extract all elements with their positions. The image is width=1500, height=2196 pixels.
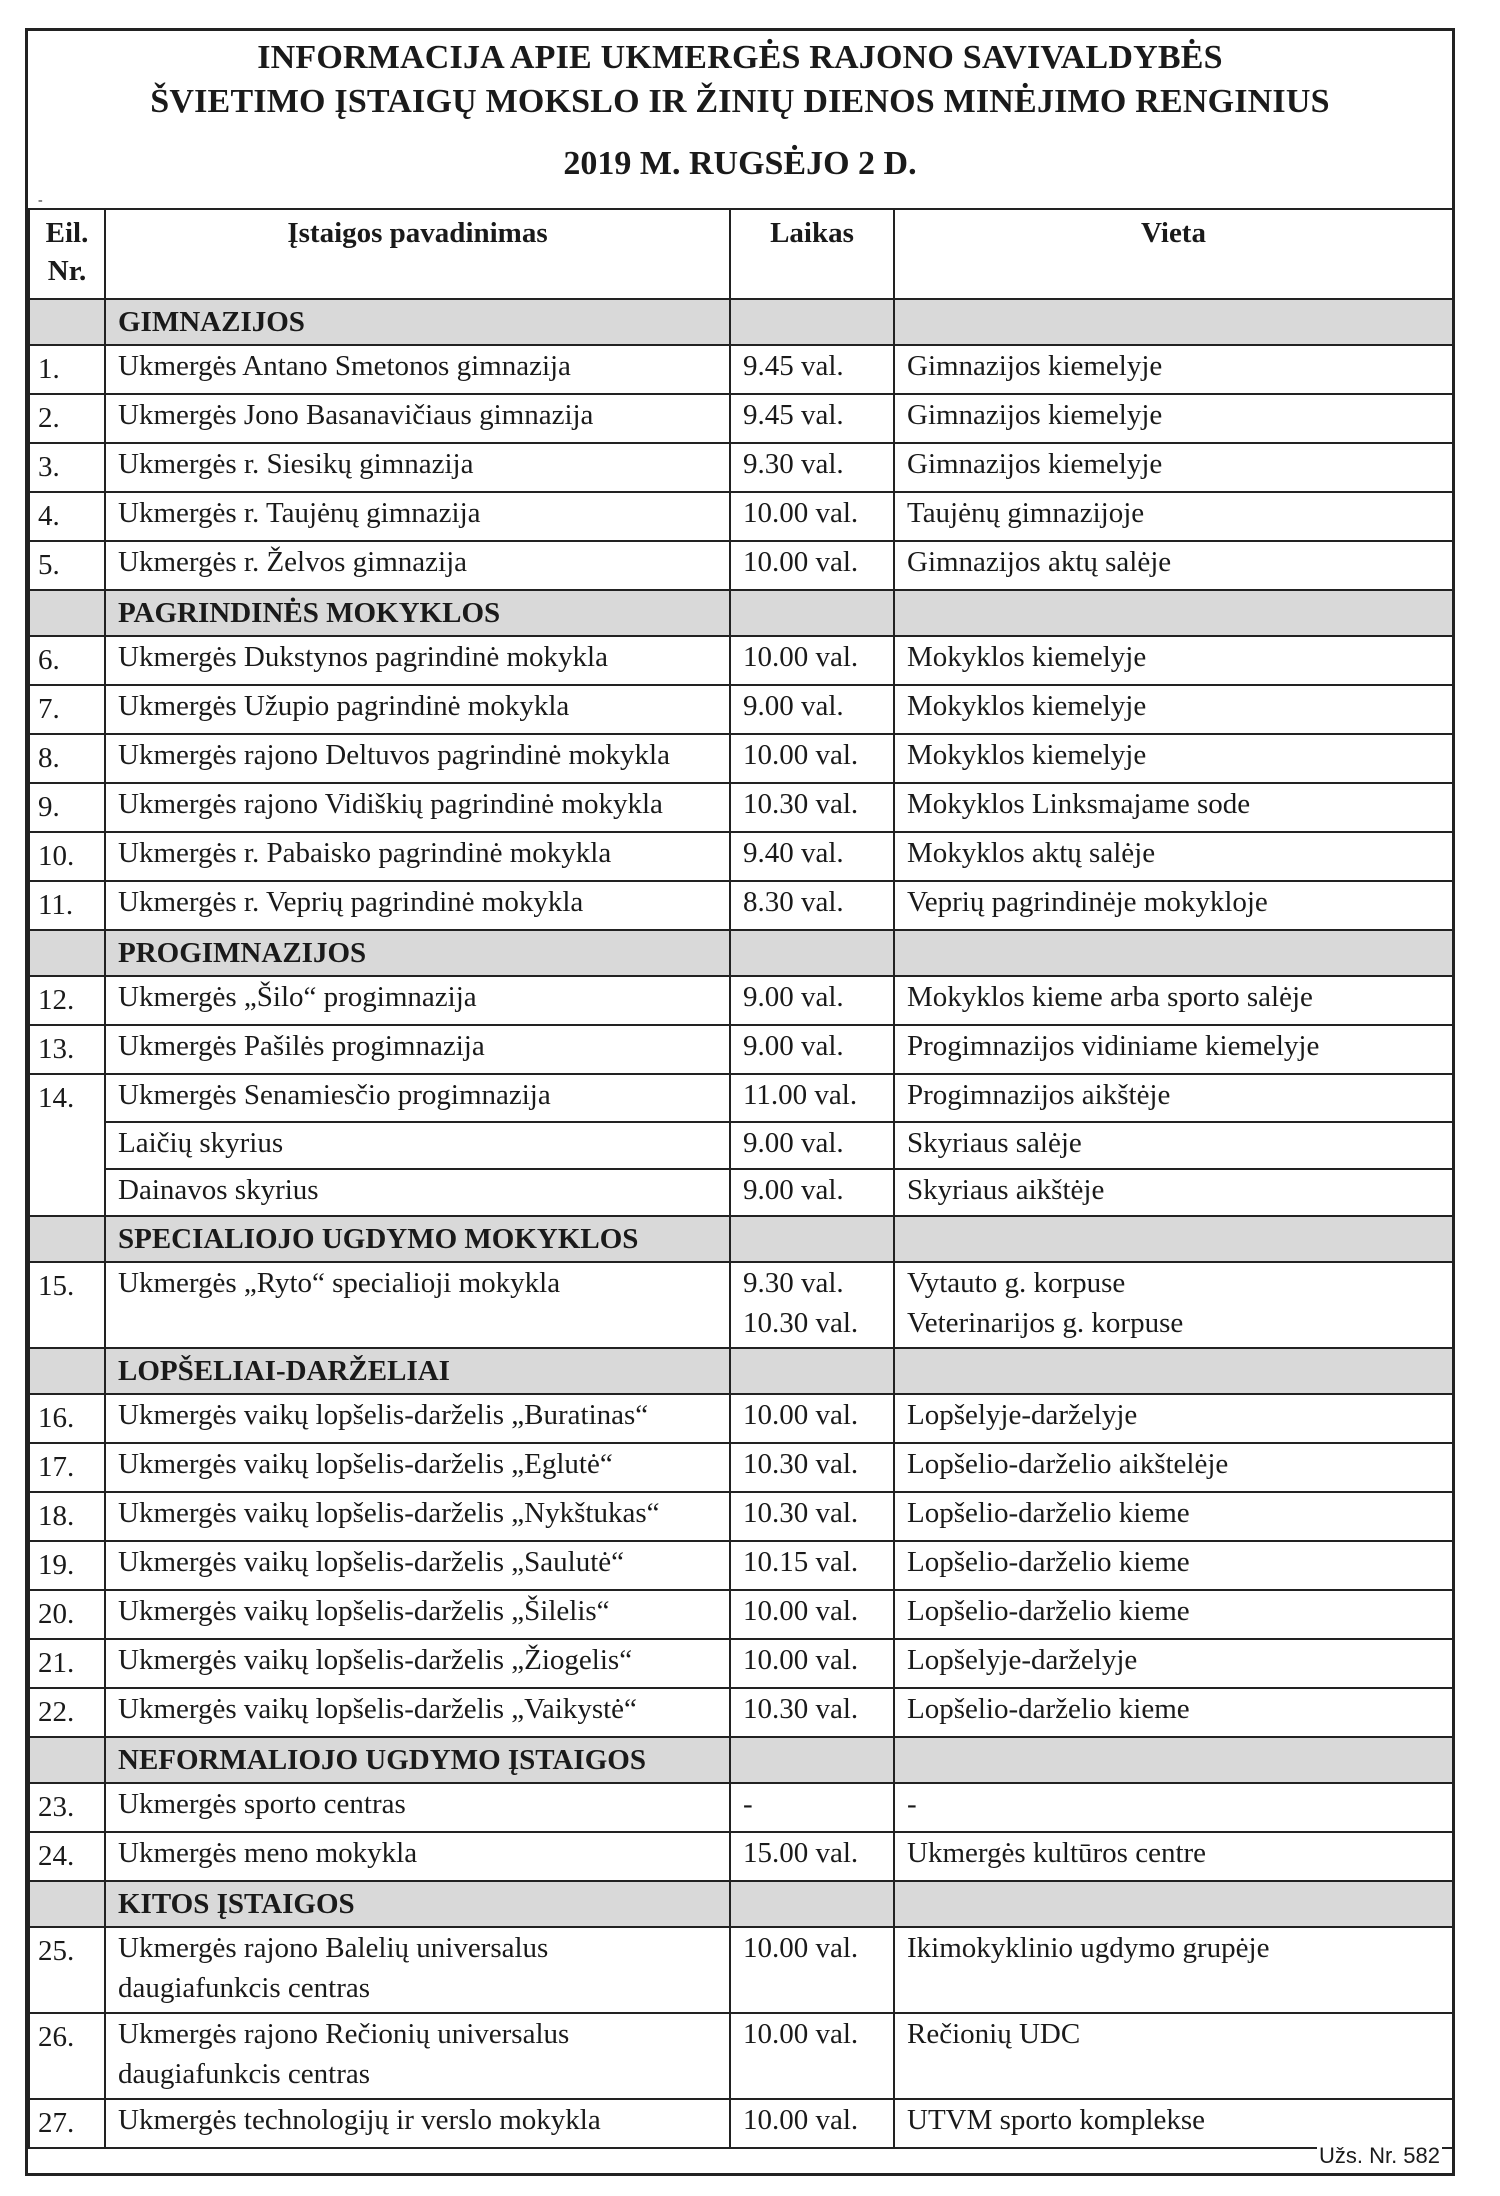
event-place: Mokyklos kiemelyje <box>907 739 1147 771</box>
table-row <box>29 685 1453 734</box>
institution-name: Ukmergės Antano Smetonos gimnazija <box>118 350 571 382</box>
row-number: 2. <box>29 394 105 443</box>
event-time: 11.00 val. <box>743 1079 858 1111</box>
section-place-cell <box>894 1881 1453 1927</box>
time-cell <box>730 832 894 881</box>
name-cell <box>105 394 730 443</box>
place-cell <box>894 1541 1453 1590</box>
event-time: 10.00 val. <box>743 2018 859 2050</box>
document-header <box>28 31 1452 211</box>
row-number <box>29 1169 105 1216</box>
column-header-nr-text: Eil. Nr. <box>45 217 89 287</box>
column-header-time: Laikas <box>730 209 894 299</box>
time-cell <box>730 1590 894 1639</box>
table-row <box>29 783 1453 832</box>
row-number: 17. <box>29 1443 105 1492</box>
event-time: 10.00 val. <box>743 497 859 529</box>
table-row <box>29 1927 1453 2013</box>
institution-name: Ukmergės Pašilės progimnazija <box>118 1030 485 1062</box>
time-cell <box>730 1639 894 1688</box>
name-cell <box>105 1122 730 1169</box>
event-place: Lopšelio-darželio kieme <box>907 1595 1190 1627</box>
table-row <box>29 1443 1453 1492</box>
time-cell <box>730 1122 894 1169</box>
name-cell <box>105 1688 730 1737</box>
table-row <box>29 636 1453 685</box>
event-place-2: Veterinarijos g. korpuse <box>907 1307 1184 1339</box>
row-number: 26. <box>29 2013 105 2099</box>
time-cell <box>730 976 894 1025</box>
section-place-cell <box>894 1216 1453 1262</box>
section-time-cell <box>730 590 894 636</box>
event-place: Lopšelio-darželio kieme <box>907 1497 1190 1529</box>
event-time: 10.30 val. <box>743 1448 859 1480</box>
time-cell <box>730 492 894 541</box>
institution-name: Ukmergės rajono Deltuvos pagrindinė mokykla <box>118 739 670 771</box>
time-cell <box>730 1541 894 1590</box>
event-place: Lopšelio-darželio kieme <box>907 1693 1190 1725</box>
name-cell <box>105 1639 730 1688</box>
institution-name: Ukmergės sporto centras <box>118 1788 406 1820</box>
section-nr-cell <box>29 590 105 636</box>
section-title: GIMNAZIJOS <box>105 299 730 345</box>
institution-name: Ukmergės rajono Rečionių universalus <box>118 2018 570 2050</box>
stray-mark: - <box>38 193 43 208</box>
row-number: 16. <box>29 1394 105 1443</box>
event-place: Mokyklos Linksmajame sode <box>907 788 1251 820</box>
event-time: 10.30 val. <box>743 1497 859 1529</box>
row-number: 22. <box>29 1688 105 1737</box>
row-number: 13. <box>29 1025 105 1074</box>
institution-name: Ukmergės r. Siesikų gimnazija <box>118 448 474 480</box>
name-cell <box>105 2013 730 2099</box>
place-cell <box>894 1122 1453 1169</box>
name-cell <box>105 636 730 685</box>
institution-name: Ukmergės vaikų lopšelis-darželis „Žiogelis“ <box>118 1644 633 1676</box>
event-place: Veprių pagrindinėje mokykloje <box>907 886 1268 918</box>
row-number: 23. <box>29 1783 105 1832</box>
row-number: 9. <box>29 783 105 832</box>
institution-name: Ukmergės rajono Vidiškių pagrindinė mokykla <box>118 788 663 820</box>
section-nr-cell <box>29 1348 105 1394</box>
section-row <box>29 1216 1453 1262</box>
section-title: LOPŠELIAI-DARŽELIAI <box>105 1348 730 1394</box>
table-row <box>29 345 1453 394</box>
table-row <box>29 976 1453 1025</box>
place-cell <box>894 976 1453 1025</box>
event-place: UTVM sporto komplekse <box>907 2104 1206 2136</box>
place-cell <box>894 1832 1453 1881</box>
time-cell <box>730 881 894 930</box>
event-time: - <box>743 1788 753 1820</box>
place-cell <box>894 443 1453 492</box>
institution-name: Ukmergės meno mokykla <box>118 1837 418 1869</box>
place-cell <box>894 832 1453 881</box>
table-row <box>29 1169 1453 1216</box>
place-cell <box>894 2013 1453 2099</box>
event-place: Mokyklos kiemelyje <box>907 641 1147 673</box>
section-row <box>29 1348 1453 1394</box>
place-cell <box>894 685 1453 734</box>
table-row <box>29 1262 1453 1348</box>
institution-name: Ukmergės r. Želvos gimnazija <box>118 546 467 578</box>
section-time-cell <box>730 930 894 976</box>
section-nr-cell <box>29 1737 105 1783</box>
place-cell <box>894 1783 1453 1832</box>
place-cell <box>894 541 1453 590</box>
event-place: Lopšelio-darželio aikštelėje <box>907 1448 1229 1480</box>
time-cell <box>730 783 894 832</box>
section-time-cell <box>730 299 894 345</box>
section-row <box>29 590 1453 636</box>
row-number: 10. <box>29 832 105 881</box>
name-cell <box>105 492 730 541</box>
place-cell <box>894 1443 1453 1492</box>
event-place: Gimnazijos kiemelyje <box>907 350 1163 382</box>
event-time: 10.00 val. <box>743 739 859 771</box>
row-number: 15. <box>29 1262 105 1348</box>
event-place: Skyriaus salėje <box>907 1127 1082 1159</box>
event-time: 10.00 val. <box>743 546 859 578</box>
row-number: 11. <box>29 881 105 930</box>
table-row <box>29 1074 1453 1122</box>
name-cell <box>105 1394 730 1443</box>
institution-name: Ukmergės vaikų lopšelis-darželis „Eglutė“ <box>118 1448 613 1480</box>
name-cell <box>105 685 730 734</box>
table-row <box>29 1783 1453 1832</box>
institution-name: Ukmergės Dukstynos pagrindinė mokykla <box>118 641 608 673</box>
document-sheet <box>25 28 1455 2176</box>
table-row <box>29 1541 1453 1590</box>
event-place: Lopšelyje-darželyje <box>907 1644 1138 1676</box>
section-row <box>29 1737 1453 1783</box>
event-place: Taujėnų gimnazijoje <box>907 497 1145 529</box>
table-row <box>29 1122 1453 1169</box>
time-cell <box>730 1443 894 1492</box>
institution-name: Ukmergės vaikų lopšelis-darželis „Šilelis“ <box>118 1595 610 1627</box>
event-place: Mokyklos aktų salėje <box>907 837 1156 869</box>
section-place-cell <box>894 1348 1453 1394</box>
time-cell <box>730 636 894 685</box>
time-cell <box>730 1074 894 1122</box>
column-header-nr <box>29 209 105 299</box>
institution-name: Ukmergės Senamiesčio progimnazija <box>118 1079 551 1111</box>
institution-name: Ukmergės r. Pabaisko pagrindinė mokykla <box>118 837 612 869</box>
event-place: Ikimokyklinio ugdymo grupėje <box>907 1932 1270 1964</box>
table-row <box>29 881 1453 930</box>
institution-name-line-2: daugiafunkcis centras <box>118 1972 371 2004</box>
section-place-cell <box>894 590 1453 636</box>
event-time: 15.00 val. <box>743 1837 859 1869</box>
institution-name: Ukmergės r. Veprių pagrindinė mokykla <box>118 886 584 918</box>
event-place: Progimnazijos aikštėje <box>907 1079 1171 1111</box>
table-row <box>29 1688 1453 1737</box>
name-cell <box>105 541 730 590</box>
table-row <box>29 832 1453 881</box>
name-cell <box>105 1832 730 1881</box>
section-time-cell <box>730 1737 894 1783</box>
event-time: 9.45 val. <box>743 350 844 382</box>
event-place: Mokyklos kiemelyje <box>907 690 1147 722</box>
place-cell <box>894 783 1453 832</box>
table-row <box>29 734 1453 783</box>
place-cell <box>894 1074 1453 1122</box>
row-number: 25. <box>29 1927 105 2013</box>
time-cell <box>730 1025 894 1074</box>
institution-name-line-2: daugiafunkcis centras <box>118 2058 371 2090</box>
event-time: 10.00 val. <box>743 1932 859 1964</box>
section-time-cell <box>730 1881 894 1927</box>
table-row <box>29 541 1453 590</box>
name-cell <box>105 1590 730 1639</box>
section-row <box>29 299 1453 345</box>
time-cell <box>730 1927 894 2013</box>
name-cell <box>105 1783 730 1832</box>
event-place: Skyriaus aikštėje <box>907 1174 1105 1206</box>
event-time: 10.00 val. <box>743 2104 859 2136</box>
section-time-cell <box>730 1348 894 1394</box>
event-time: 9.00 val. <box>743 1030 844 1062</box>
name-cell <box>105 1169 730 1216</box>
row-number: 18. <box>29 1492 105 1541</box>
place-cell <box>894 734 1453 783</box>
event-place: Vytauto g. korpuse <box>907 1267 1126 1299</box>
section-nr-cell <box>29 1216 105 1262</box>
time-cell <box>730 541 894 590</box>
time-cell <box>730 685 894 734</box>
row-number: 1. <box>29 345 105 394</box>
column-header-name: Įstaigos pavadinimas <box>105 209 730 299</box>
title-date: 2019 M. RUGSĖJO 2 D. <box>563 145 917 182</box>
institution-name: Dainavos skyrius <box>118 1174 319 1206</box>
institution-name: Ukmergės rajono Balelių universalus <box>118 1932 549 1964</box>
section-title: SPECIALIOJO UGDYMO MOKYKLOS <box>105 1216 730 1262</box>
section-place-cell <box>894 299 1453 345</box>
event-place: Mokyklos kieme arba sporto salėje <box>907 981 1313 1013</box>
time-cell <box>730 443 894 492</box>
place-cell <box>894 1927 1453 2013</box>
name-cell <box>105 2099 730 2148</box>
name-cell <box>105 881 730 930</box>
name-cell <box>105 976 730 1025</box>
table-row <box>29 1025 1453 1074</box>
time-cell <box>730 1832 894 1881</box>
event-time: 9.45 val. <box>743 399 844 431</box>
row-number: 27. <box>29 2099 105 2148</box>
time-cell <box>730 345 894 394</box>
time-cell <box>730 394 894 443</box>
row-number: 3. <box>29 443 105 492</box>
name-cell <box>105 1074 730 1122</box>
event-time: 9.00 val. <box>743 690 844 722</box>
place-cell <box>894 345 1453 394</box>
event-time: 9.40 val. <box>743 837 844 869</box>
event-time: 10.30 val. <box>743 788 859 820</box>
name-cell <box>105 1541 730 1590</box>
time-cell <box>730 1169 894 1216</box>
institution-name: Ukmergės technologijų ir verslo mokykla <box>118 2104 601 2136</box>
event-place: Rečionių UDC <box>907 2018 1081 2050</box>
section-place-cell <box>894 930 1453 976</box>
section-title: PROGIMNAZIJOS <box>105 930 730 976</box>
event-place: Lopšelio-darželio kieme <box>907 1546 1190 1578</box>
section-title: PAGRINDINĖS MOKYKLOS <box>105 590 730 636</box>
institution-name: Ukmergės vaikų lopšelis-darželis „Saulutė“ <box>118 1546 625 1578</box>
row-number: 14. <box>29 1074 105 1122</box>
event-time: 9.00 val. <box>743 1174 844 1206</box>
place-cell <box>894 1394 1453 1443</box>
row-number: 21. <box>29 1639 105 1688</box>
place-cell <box>894 1169 1453 1216</box>
event-time: 10.15 val. <box>743 1546 859 1578</box>
name-cell <box>105 443 730 492</box>
place-cell <box>894 636 1453 685</box>
institution-name: Ukmergės r. Taujėnų gimnazija <box>118 497 481 529</box>
place-cell <box>894 881 1453 930</box>
section-nr-cell <box>29 299 105 345</box>
section-title: NEFORMALIOJO UGDYMO ĮSTAIGOS <box>105 1737 730 1783</box>
row-number: 19. <box>29 1541 105 1590</box>
time-cell <box>730 1394 894 1443</box>
section-nr-cell <box>29 930 105 976</box>
event-place: Gimnazijos aktų salėje <box>907 546 1172 578</box>
name-cell <box>105 832 730 881</box>
institution-name: Ukmergės „Ryto“ specialioji mokykla <box>118 1267 561 1299</box>
row-number: 12. <box>29 976 105 1025</box>
row-number: 7. <box>29 685 105 734</box>
time-cell <box>730 2099 894 2148</box>
name-cell <box>105 1492 730 1541</box>
name-cell <box>105 1262 730 1348</box>
table-row <box>29 1832 1453 1881</box>
table-row <box>29 1492 1453 1541</box>
row-number: 24. <box>29 1832 105 1881</box>
row-number: 4. <box>29 492 105 541</box>
event-time: 9.30 val. <box>743 448 844 480</box>
institution-name: Ukmergės Užupio pagrindinė mokykla <box>118 690 570 722</box>
time-cell <box>730 1262 894 1348</box>
place-cell <box>894 1262 1453 1348</box>
section-row <box>29 930 1453 976</box>
institution-name: Laičių skyrius <box>118 1127 284 1159</box>
name-cell <box>105 1025 730 1074</box>
event-place: Gimnazijos kiemelyje <box>907 448 1163 480</box>
table-row <box>29 1639 1453 1688</box>
place-cell <box>894 1590 1453 1639</box>
events-table <box>28 208 1454 2149</box>
time-cell <box>730 1688 894 1737</box>
name-cell <box>105 783 730 832</box>
place-cell <box>894 1639 1453 1688</box>
row-number: 5. <box>29 541 105 590</box>
section-place-cell <box>894 1737 1453 1783</box>
table-row <box>29 443 1453 492</box>
section-row <box>29 1881 1453 1927</box>
place-cell <box>894 492 1453 541</box>
event-place: Lopšelyje-darželyje <box>907 1399 1138 1431</box>
time-cell <box>730 734 894 783</box>
event-time: 9.30 val. <box>743 1267 844 1299</box>
place-cell <box>894 1025 1453 1074</box>
institution-name: Ukmergės vaikų lopšelis-darželis „Vaikystė“ <box>118 1693 637 1725</box>
event-time-2: 10.30 val. <box>743 1307 859 1339</box>
event-time: 10.00 val. <box>743 1595 859 1627</box>
event-place: Gimnazijos kiemelyje <box>907 399 1163 431</box>
event-time: 8.30 val. <box>743 886 844 918</box>
event-time: 10.30 val. <box>743 1693 859 1725</box>
event-time: 9.00 val. <box>743 981 844 1013</box>
event-place: Progimnazijos vidiniame kiemelyje <box>907 1030 1320 1062</box>
table-row <box>29 1394 1453 1443</box>
column-header-place: Vieta <box>894 209 1453 299</box>
table-body <box>29 299 1453 2148</box>
table-row <box>29 2013 1453 2099</box>
place-cell <box>894 1688 1453 1737</box>
event-place: - <box>907 1788 917 1820</box>
event-time: 9.00 val. <box>743 1127 844 1159</box>
place-cell <box>894 394 1453 443</box>
time-cell <box>730 1492 894 1541</box>
time-cell <box>730 1783 894 1832</box>
event-time: 10.00 val. <box>743 641 859 673</box>
title-line-2: ŠVIETIMO ĮSTAIGŲ MOKSLO IR ŽINIŲ DIENOS MINĖJIMO RENGINIUS <box>150 83 1330 120</box>
section-nr-cell <box>29 1881 105 1927</box>
table-header-row <box>29 209 1453 299</box>
table-row <box>29 2099 1453 2148</box>
row-number: 8. <box>29 734 105 783</box>
row-number <box>29 1122 105 1169</box>
event-time: 10.00 val. <box>743 1399 859 1431</box>
row-number: 20. <box>29 1590 105 1639</box>
row-number: 6. <box>29 636 105 685</box>
title-line-1: INFORMACIJA APIE UKMERGĖS RAJONO SAVIVALDYBĖS <box>257 39 1223 76</box>
name-cell <box>105 734 730 783</box>
time-cell <box>730 2013 894 2099</box>
name-cell <box>105 345 730 394</box>
institution-name: Ukmergės vaikų lopšelis-darželis „Nykštukas“ <box>118 1497 660 1529</box>
name-cell <box>105 1927 730 2013</box>
order-number: Užs. Nr. 582 <box>1318 2143 1440 2168</box>
section-time-cell <box>730 1216 894 1262</box>
table-row <box>29 492 1453 541</box>
table-row <box>29 1590 1453 1639</box>
name-cell <box>105 1443 730 1492</box>
place-cell <box>894 2099 1453 2148</box>
institution-name: Ukmergės vaikų lopšelis-darželis „Buratinas“ <box>118 1399 649 1431</box>
institution-name: Ukmergės Jono Basanavičiaus gimnazija <box>118 399 594 431</box>
section-title: KITOS ĮSTAIGOS <box>105 1881 730 1927</box>
table-row <box>29 394 1453 443</box>
place-cell <box>894 1492 1453 1541</box>
event-place: Ukmergės kultūros centre <box>907 1837 1207 1869</box>
institution-name: Ukmergės „Šilo“ progimnazija <box>118 981 477 1013</box>
event-time: 10.00 val. <box>743 1644 859 1676</box>
